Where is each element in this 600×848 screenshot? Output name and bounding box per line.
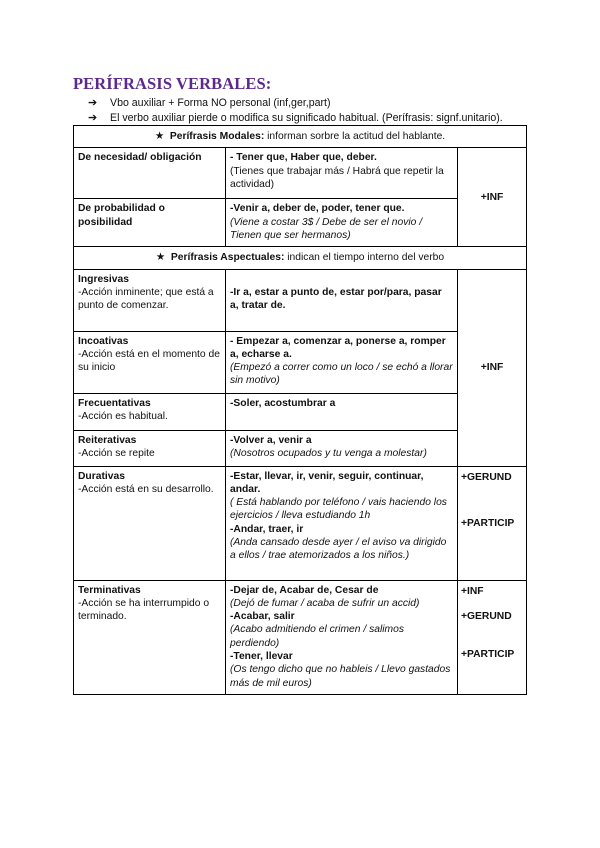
type-name: Frecuentativas	[78, 397, 151, 409]
verbs-text: -Ir a, estar a punto de, estar por/para, pasar a, tratar de.	[230, 286, 442, 311]
examples-cell	[226, 331, 458, 393]
type-desc: -Acción se repite	[78, 447, 155, 459]
section-header-modales	[74, 126, 527, 148]
type-name: Incoativas	[78, 335, 129, 347]
verbs-text: -Estar, llevar, ir, venir, seguir, continuar, andar.	[230, 470, 424, 495]
suffix-label: +PARTICIP	[461, 517, 515, 529]
star-icon: ★	[155, 252, 166, 264]
star-icon: ★	[154, 131, 165, 142]
example-text: (Os tengo dicho que no hableis / Llevo gastados más de mil euros)	[230, 664, 451, 689]
type-desc: -Acción está en el momento de su inicio	[78, 348, 220, 374]
examples-cell	[226, 269, 458, 331]
verbs-text: -Acabar, salir	[230, 611, 295, 623]
section-desc: informan sorbre la actitud del hablante.	[264, 131, 446, 142]
type-cell	[74, 269, 226, 331]
examples-cell	[226, 580, 458, 694]
suffix-cell	[458, 580, 527, 694]
table-row	[74, 269, 527, 331]
example-text: (Empezó a correr como un loco / se echó a llorar sin motivo)	[230, 362, 453, 387]
example-text: (Viene a costar 3$ / Debe de ser el novio / Tienen que ser hermanos)	[230, 216, 423, 241]
bullet-item	[88, 96, 331, 109]
type-name: Ingresivas	[78, 273, 129, 285]
section-header-cell	[74, 247, 527, 269]
type-name: De probabilidad o posibilidad	[78, 203, 165, 228]
verbs-text: -Dejar de, Acabar de, Cesar de	[230, 584, 379, 596]
examples-cell	[226, 466, 458, 580]
type-name: Terminativas	[78, 584, 141, 596]
type-cell	[74, 466, 226, 580]
section-desc: indican el tiempo interno del verbo	[284, 252, 445, 264]
verbs-text: - Tener que, Haber que, deber.	[230, 152, 377, 164]
table-row	[74, 148, 527, 199]
type-cell	[74, 580, 226, 694]
type-cell	[74, 430, 226, 466]
bullet-text: El verbo auxiliar pierde o modifica su significado habitual. (Perífrasis: signf.unitario).	[110, 112, 503, 124]
type-cell	[74, 148, 226, 199]
verbs-text: -Volver a, venir a	[230, 434, 312, 446]
type-desc: -Acción está en su desarrollo.	[78, 483, 214, 495]
type-cell	[74, 393, 226, 430]
verbs-text: -Tener, llevar	[230, 651, 293, 663]
examples-cell	[226, 393, 458, 430]
suffix-label: +INF	[480, 361, 504, 373]
type-desc: -Acción es habitual.	[78, 410, 168, 422]
type-cell	[74, 331, 226, 393]
suffix-label: +INF	[461, 585, 484, 597]
suffix-label: +GERUND	[461, 471, 512, 483]
verbs-text: -Andar, traer, ir	[230, 523, 304, 535]
section-header-cell	[74, 126, 527, 148]
table-row	[74, 580, 527, 694]
example-text: (Dejó de fumar / acaba de sufrir un accid)	[230, 597, 420, 609]
bullet-item	[88, 111, 503, 124]
examples-cell	[226, 430, 458, 466]
type-desc: -Acción inminente; que está a punto de comenzar.	[78, 286, 214, 312]
example-text: (Tienes que trabajar más / Habrá que repetir la actividad)	[230, 165, 444, 190]
type-desc: -Acción se ha interrumpido o terminado.	[78, 597, 210, 623]
arrow-icon: ➔	[88, 97, 98, 109]
type-name: Durativas	[78, 470, 125, 482]
type-name: Reiterativas	[78, 434, 137, 446]
example-text: (Anda cansado desde ayer / el aviso va dirigido a ellos / trae atemorizados a los niños.)	[230, 537, 447, 562]
bullet-text: Vbo auxiliar + Forma NO personal (inf,ger,part)	[110, 97, 331, 109]
suffix-cell	[458, 148, 527, 247]
suffix-label: +GERUND	[461, 610, 512, 622]
example-text: ( Está hablando por teléfono / vais haciendo los ejercicios / lleva estudiando 1h	[230, 497, 447, 522]
example-text: (Acabo admitiendo el crimen / salimos perdiendo)	[230, 624, 404, 649]
arrow-icon: ➔	[88, 112, 98, 124]
suffix-label: +INF	[480, 191, 504, 203]
perifrasis-table	[73, 125, 527, 695]
example-text: (Nosotros ocupados y tu venga a molestar)	[230, 447, 427, 459]
verbs-text: -Soler, acostumbrar a	[230, 397, 336, 409]
table-row	[74, 466, 527, 580]
type-cell	[74, 199, 226, 247]
verbs-text: -Venir a, deber de, poder, tener que.	[230, 203, 405, 215]
examples-cell	[226, 199, 458, 247]
suffix-cell	[458, 466, 527, 580]
type-name: De necesidad/ obligación	[78, 152, 202, 164]
suffix-cell	[458, 269, 527, 466]
verbs-text: - Empezar a, comenzar a, ponerse a, romper a, echarse a.	[230, 335, 446, 360]
page-title: PERÍFRASIS VERBALES:	[73, 74, 272, 93]
examples-cell	[226, 148, 458, 199]
suffix-label: +PARTICIP	[461, 649, 515, 661]
section-title: Perífrasis Modales:	[169, 131, 265, 142]
section-header-aspectuales	[74, 247, 527, 269]
section-title: Perífrasis Aspectuales:	[170, 252, 285, 264]
